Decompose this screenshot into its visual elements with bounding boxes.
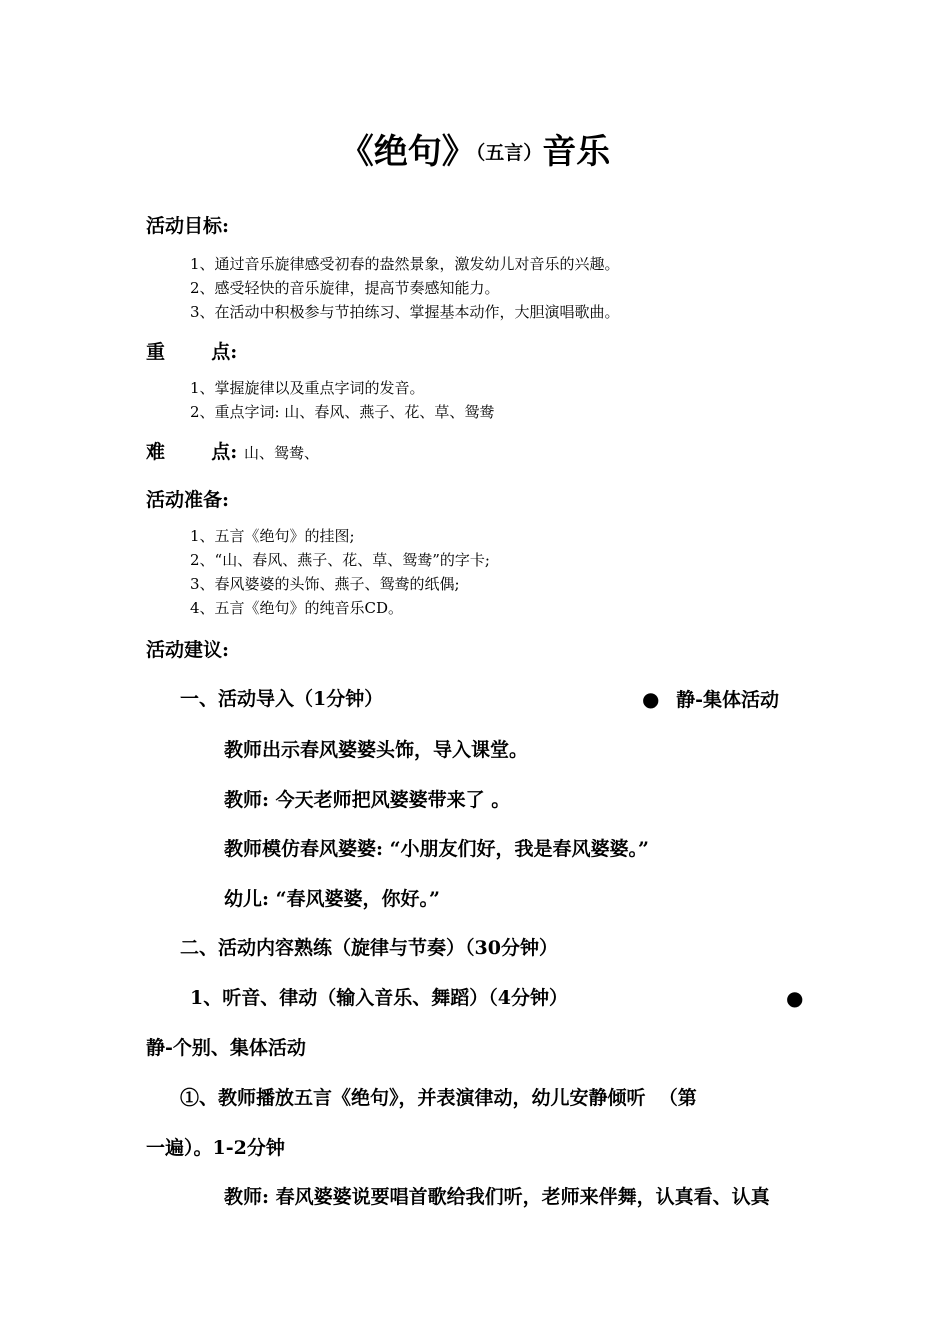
part1-line: 教师模仿春风婆婆: “小朋友们好，我是春风婆婆。” bbox=[224, 838, 649, 860]
part2-step1-line2: 一遍）。1-2分钟 bbox=[146, 1137, 285, 1159]
difficulty-content: 山、鸳鸯、 bbox=[243, 444, 319, 462]
part2-sub1-tag: 静-个别、集体活动 bbox=[146, 1037, 306, 1059]
goal-item: 2、感受轻快的音乐旋律，提高节奏感知能力。 bbox=[190, 279, 500, 297]
goal-item: 3、在活动中积极参与节拍练习、掌握基本动作，大胆演唱歌曲。 bbox=[190, 303, 620, 321]
key-points-heading: 重 点: bbox=[146, 341, 238, 363]
part1-line: 教师: 今天老师把风婆婆带来了 。 bbox=[224, 789, 511, 811]
part2-teacher-line: 教师: 春风婆婆说要唱首歌给我们听，老师来伴舞，认真看、认真 bbox=[224, 1186, 770, 1208]
part2-sub1-title: 1、听音、律动（输入音乐、舞蹈）（4分钟） bbox=[190, 987, 568, 1009]
key-point-item: 2、重点字词: 山、春风、燕子、花、草、鸳鸯 bbox=[190, 403, 495, 421]
bullet-icon: ● bbox=[642, 687, 660, 711]
preparation-item: 2、“山、春风、燕子、花、草、鸳鸯”的字卡; bbox=[190, 551, 490, 569]
document-title bbox=[0, 128, 950, 177]
goals-heading: 活动目标: bbox=[146, 215, 230, 237]
title-tail: 音乐 bbox=[542, 132, 611, 172]
part1-line: 幼儿: “春风婆婆，你好。” bbox=[224, 888, 440, 910]
title-subtitle: （五言） bbox=[475, 142, 543, 164]
title-main: 《绝句》 bbox=[339, 132, 476, 172]
difficulty-row bbox=[146, 440, 319, 465]
suggestions-heading: 活动建议: bbox=[146, 639, 230, 661]
goal-item: 1、通过音乐旋律感受初春的盎然景象，激发幼儿对音乐的兴趣。 bbox=[190, 255, 620, 273]
preparation-item: 1、五言《绝句》的挂图; bbox=[190, 527, 355, 545]
part1-tag: 静-集体活动 bbox=[676, 689, 779, 711]
preparation-item: 4、五言《绝句》的纯音乐CD。 bbox=[190, 599, 404, 617]
part2-title: 二、活动内容熟练（旋律与节奏）（30分钟） bbox=[180, 937, 558, 959]
difficulty-heading: 难 点: bbox=[146, 441, 238, 463]
part1-tag-row bbox=[642, 686, 779, 713]
preparation-item: 3、春风婆婆的头饰、燕子、鸳鸯的纸偶; bbox=[190, 575, 460, 593]
preparation-heading: 活动准备: bbox=[146, 489, 230, 511]
part1-line: 教师出示春风婆婆头饰，导入课堂。 bbox=[224, 739, 529, 761]
part2-sub1-bullet-icon: ● bbox=[786, 986, 804, 1010]
part2-step1-line1: ①、教师播放五言《绝句》，并表演律动，幼儿安静倾听 （第 bbox=[180, 1087, 697, 1109]
key-point-item: 1、掌握旋律以及重点字词的发音。 bbox=[190, 379, 425, 397]
part1-title: 一、活动导入（1分钟） bbox=[180, 688, 384, 710]
